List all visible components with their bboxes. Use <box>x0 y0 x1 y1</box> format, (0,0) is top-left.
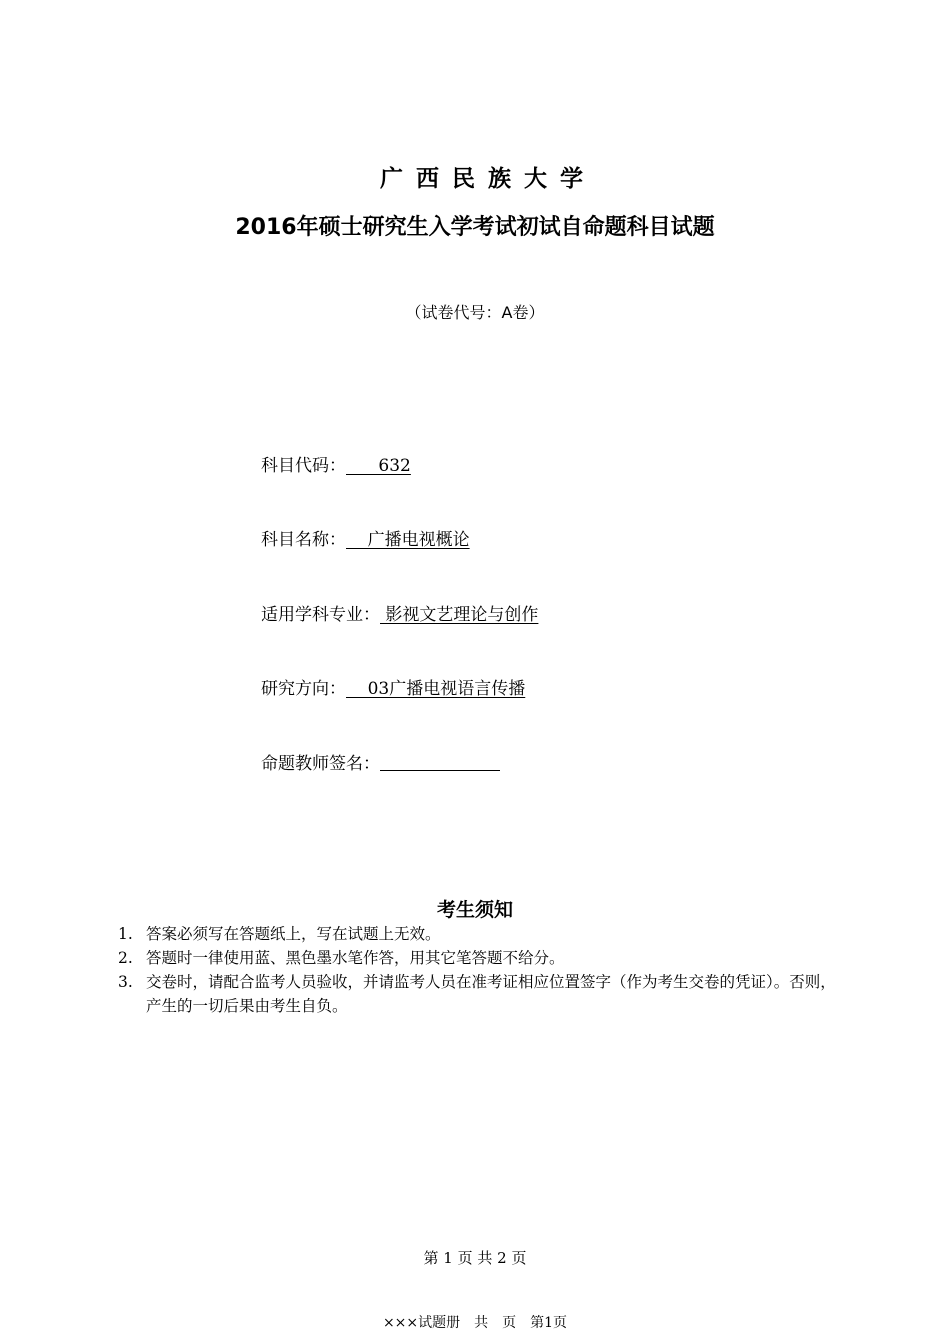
field-major <box>261 600 538 625</box>
signature-blank <box>380 769 500 771</box>
field-label: 命题教师签名： <box>261 754 380 774</box>
list-item <box>118 946 843 970</box>
page-number: 第 1 页 共 2 页 <box>423 1249 527 1267</box>
field-subject-name <box>261 525 470 550</box>
paper-code: （试卷代号：A卷） <box>405 303 545 322</box>
field-research-direction <box>261 674 525 699</box>
notice-list <box>118 922 843 1018</box>
list-text: 答题时一律使用蓝、黑色墨水笔作答，用其它笔答题不给分。 <box>146 949 565 967</box>
notice-title: 考生须知 <box>436 899 513 921</box>
university-name: 广西民族大学 <box>380 166 596 192</box>
exam-title: 2016年硕士研究生入学考试初试自命题科目试题 <box>235 215 715 240</box>
field-label: 科目代码： <box>261 456 346 476</box>
list-number: 2. <box>118 949 133 967</box>
list-item <box>118 970 843 1018</box>
booklet-footer: ×××试题册 共 页 第1页 <box>382 1315 568 1331</box>
field-label: 科目名称： <box>261 530 346 550</box>
field-label: 研究方向： <box>261 679 346 699</box>
field-subject-code <box>261 451 411 476</box>
field-teacher-signature <box>261 749 500 774</box>
list-number: 1. <box>118 925 133 943</box>
field-label: 适用学科专业： <box>261 605 380 625</box>
list-item <box>118 922 843 946</box>
field-value: 03广播电视语言传播 <box>346 679 526 699</box>
field-value: 632 <box>346 456 411 476</box>
list-text: 交卷时，请配合监考人员验收，并请监考人员在准考证相应位置签字（作为考生交卷的凭证）。否则，产生的一切后果由考生自负。 <box>146 973 836 1015</box>
field-value: 广播电视概论 <box>346 530 470 550</box>
list-text: 答案必须写在答题纸上，写在试题上无效。 <box>146 925 441 943</box>
list-number: 3. <box>118 973 133 991</box>
field-value: 影视文艺理论与创作 <box>380 605 539 625</box>
